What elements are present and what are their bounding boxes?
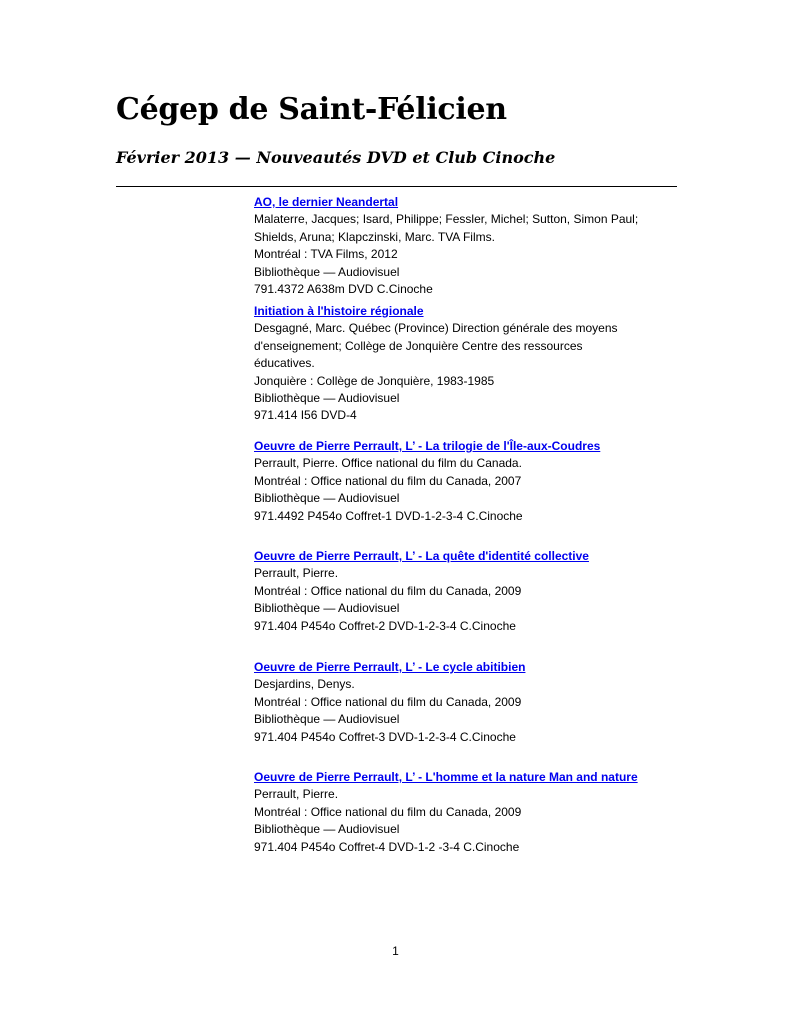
entry-title-link[interactable]: Oeuvre de Pierre Perrault, L’ - Le cycle abitibien: [254, 660, 526, 674]
entry-title-link[interactable]: Oeuvre de Pierre Perrault, L’ - La trilogie de l'Île-aux-Coudres: [254, 439, 601, 453]
entry-title-link[interactable]: Oeuvre de Pierre Perrault, L’ - La quête d'identité collective: [254, 549, 589, 563]
entry-authors: Desgagné, Marc. Québec (Province) Direction générale des moyens: [254, 321, 618, 336]
entry-call-number: 791.4372 A638m DVD C.Cinoche: [254, 282, 433, 297]
entry-publication: Montréal : Office national du film du Canada, 2009: [254, 583, 522, 598]
entry-publication: Montréal : Office national du film du Canada, 2009: [254, 694, 522, 709]
catalog-entry-ao: [254, 194, 684, 298]
entry-authors: Perrault, Pierre.: [254, 566, 339, 581]
entry-authors: Malaterre, Jacques; Isard, Philippe; Fessler, Michel; Sutton, Simon Paul;: [254, 212, 639, 227]
entry-authors: Perrault, Pierre. Office national du film du Canada.: [254, 456, 522, 471]
entry-authors-cont: éducatives.: [254, 356, 315, 371]
entry-publication: Montréal : TVA Films, 2012: [254, 247, 398, 262]
page-number: 1: [392, 944, 399, 958]
entry-call-number: 971.404 P454o Coffret-3 DVD-1-2-3-4 C.Cinoche: [254, 729, 516, 744]
entry-publication: Jonquière : Collège de Jonquière, 1983-1985: [254, 373, 495, 388]
entry-location: Bibliothèque — Audiovisuel: [254, 264, 400, 279]
catalog-entry-perrault-3: [254, 659, 684, 746]
catalog-entry-initiation: [254, 303, 684, 425]
catalog-entry-perrault-1: [254, 438, 684, 525]
entry-authors-cont: Shields, Aruna; Klapczinski, Marc. TVA Films.: [254, 229, 495, 244]
entry-authors: Desjardins, Denys.: [254, 677, 355, 692]
entry-call-number: 971.414 I56 DVD-4: [254, 408, 357, 423]
header-divider: [116, 186, 677, 187]
entry-location: Bibliothèque — Audiovisuel: [254, 601, 400, 616]
page-title: Cégep de Saint-Félicien: [116, 92, 507, 127]
entry-title-link[interactable]: AO, le dernier Neandertal: [254, 195, 399, 209]
catalog-entry-perrault-2: [254, 548, 684, 635]
entry-location: Bibliothèque — Audiovisuel: [254, 491, 400, 506]
entry-call-number: 971.4492 P454o Coffret-1 DVD-1-2-3-4 C.Cinoche: [254, 508, 523, 523]
entry-publication: Montréal : Office national du film du Canada, 2009: [254, 804, 522, 819]
page-subtitle: Février 2013 — Nouveautés DVD et Club Cinoche: [116, 148, 556, 167]
entry-location: Bibliothèque — Audiovisuel: [254, 712, 400, 727]
entry-authors-cont: d'enseignement; Collège de Jonquière Centre des ressources: [254, 338, 583, 353]
entry-publication: Montréal : Office national du film du Canada, 2007: [254, 473, 522, 488]
entry-authors: Perrault, Pierre.: [254, 787, 339, 802]
entry-title-link[interactable]: Oeuvre de Pierre Perrault, L’ - L'homme et la nature Man and nature: [254, 770, 638, 784]
catalog-entry-perrault-4: [254, 769, 684, 856]
entry-call-number: 971.404 P454o Coffret-4 DVD-1-2 -3-4 C.Cinoche: [254, 839, 520, 854]
entry-location: Bibliothèque — Audiovisuel: [254, 391, 400, 406]
entry-location: Bibliothèque — Audiovisuel: [254, 822, 400, 837]
entry-call-number: 971.404 P454o Coffret-2 DVD-1-2-3-4 C.Cinoche: [254, 618, 516, 633]
entry-title-link[interactable]: Initiation à l'histoire régionale: [254, 304, 424, 318]
